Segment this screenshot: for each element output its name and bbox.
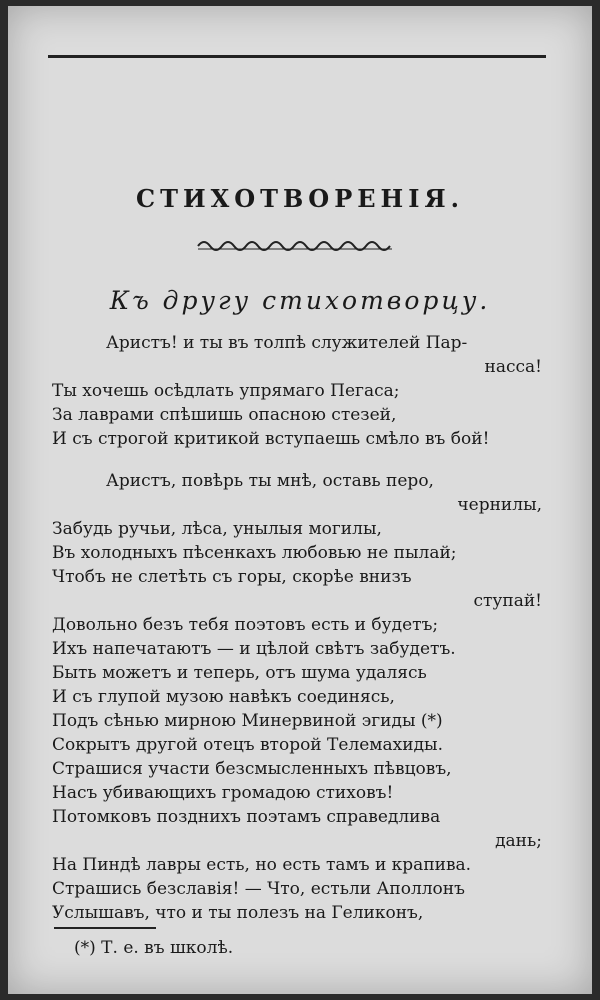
poem-line: Сокрытъ другой отецъ второй Телемахиды. [52,735,443,755]
poem-line-continuation: дань; [495,831,542,851]
poem-line: Аристъ, повѣрь ты мнѣ, оставь перо, [106,471,434,491]
wavy-ornament [196,234,394,256]
poem-line: Довольно безъ тебя поэтовъ есть и будетъ; [52,615,439,635]
poem-line-continuation: чернилы, [457,495,542,515]
poem-line-continuation: ступай! [473,591,542,611]
poem-line: Быть можетъ и теперь, отъ шума удалясь [52,663,427,683]
poem-line: Страшися участи безсмысленныхъ пѣвцовъ, [52,759,452,779]
poem-line: И съ глупой музою навѣкъ соединясь, [52,687,395,707]
poem-line: Въ холодныхъ пѣсенкахъ любовью не пылай; [52,543,457,563]
poem-line: Услышавъ, что и ты полезъ на Геликонъ, [52,903,424,923]
poem-line: За лаврами спѣшишь опасною стезей, [52,405,397,425]
poem-line: Насъ убивающихъ громадою стиховъ! [52,783,394,803]
poem-line: Потомковъ позднихъ поэтамъ справедлива [52,807,441,827]
book-page [8,6,592,994]
poem-line: Подъ сѣнью мирною Минервиной эгиды (*) [52,711,443,731]
poem-line: На Пиндѣ лавры есть, но есть тамъ и крапива. [52,855,472,875]
footnote-rule [54,927,156,929]
poem-line: Чтобъ не слетѣть съ горы, скорѣе внизъ [52,567,412,587]
poem-title: Къ другу стихотворцу. [109,286,491,315]
poem-line: Ты хочешь осѣдлать упрямаго Пегаса; [52,381,400,401]
page-title: СТИХОТВОРЕНІЯ. [136,184,464,213]
poem-line: Забудь ручьи, лѣса, унылыя могилы, [52,519,382,539]
poem-line: Страшись безславія! — Что, естьли Аполлонъ [52,879,465,899]
poem-line: Ихъ напечатаютъ — и цѣлой свѣтъ забудетъ. [52,639,456,659]
poem-line: И съ строгой критикой вступаешь смѣло въ бой! [52,429,490,449]
top-rule [48,55,546,58]
footnote: (*) Т. е. въ школѣ. [74,938,234,958]
poem-line-continuation: насса! [484,357,542,377]
poem-line: Аристъ! и ты въ толпѣ служителей Пар- [106,333,468,353]
